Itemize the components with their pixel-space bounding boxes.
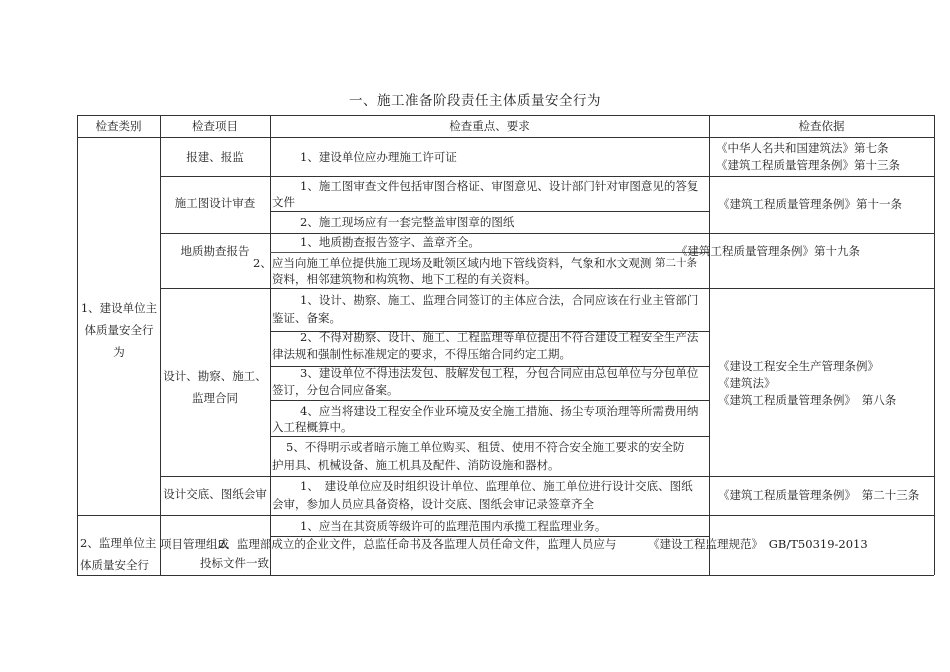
category-construction-unit: 1、建设单位主体质量安全行为 — [80, 301, 158, 359]
page-title: 一、施工准备阶段责任主体质量安全行为 — [349, 93, 601, 109]
req-supervision-1: 1、应当在其资质等级许可的监理范围内承揽工程监理业务。 — [300, 519, 607, 533]
basis-contract-a: 《建设工程安全生产管理条例》 — [718, 359, 879, 373]
req-contract-2b: 律法规和强制性标准规定的要求，不得压缩合同约定工期。 — [272, 347, 571, 361]
req-drawing-1b: 文件 — [272, 195, 295, 209]
req-contract-5a: 5、不得明示或者暗示施工单位购买、租赁、使用不符合安全施工要求的安全防 — [286, 440, 685, 454]
basis-permit-b: 《建筑工程质量管理条例》第十三条 — [716, 158, 900, 172]
basis-contract-c: 《建筑工程质量管理条例》 第八条 — [718, 393, 897, 407]
item-contracts: 设计、勘察、施工、监理合同 — [163, 369, 267, 405]
header-category: 检查类别 — [95, 119, 142, 133]
basis-survey-b: 第二十条 — [655, 257, 697, 269]
header-basis: 检查依据 — [798, 119, 845, 133]
req-survey-2a: 2、应当向施工单位提供施工现场及毗领区域内地下管线资料，气象和水文观测 — [253, 256, 652, 270]
req-survey-1: 1、地质勘查报告签字、盖章齐全。 — [300, 235, 480, 249]
item-supervision-2: 投标文件一致 — [200, 556, 269, 570]
header-requirements: 检查重点、要求 — [449, 119, 530, 133]
req-contract-3b: 签订，分包合同应备案。 — [272, 383, 399, 397]
basis-contract-b: 《建筑法》 — [718, 376, 776, 390]
header-item: 检查项目 — [192, 119, 238, 133]
req-contract-4b: 入工程概算中。 — [272, 420, 353, 434]
basis-drawing: 《建筑工程质量管理条例》第十一条 — [718, 197, 902, 211]
req-contract-5b: 护用具、机械设备、施工机具及配件、消防设施和器材。 — [272, 458, 560, 472]
req-disclosure-1a: 1、 建设单位应及时组织设计单位、监理单位、施工单位进行设计交底、图纸 — [300, 479, 693, 493]
item-permit: 报建、报监 — [186, 150, 244, 164]
basis-survey-a: 《建筑工程质量管理条例》第十九条 — [676, 244, 860, 258]
req-contract-1a: 1、设计、勘察、施工、监理合同签订的主体应合法，合同应该在行业主管部门 — [300, 293, 699, 307]
category-supervision-unit: 2、监理单位主体质量安全行 — [80, 536, 157, 572]
req-permit-1: 1、建设单位应办理施工许可证 — [300, 150, 457, 164]
req-contract-2a: 2、不得对勘察、设计、施工、工程监理等单位提出不符合建设工程安全生产法 — [300, 330, 699, 344]
req-drawing-2: 2、施工现场应有一套完整盖审图章的图纸 — [300, 215, 515, 229]
item-supervision: 项目管理组成 — [160, 537, 229, 551]
req-contract-1b: 鉴证、备案。 — [272, 311, 341, 325]
basis-disclosure: 《建筑工程质量管理条例》 第二十三条 — [718, 488, 920, 502]
req-survey-2b: 资料，相邻建筑物和构筑物、地下工程的有关资料。 — [272, 272, 537, 286]
item-disclosure: 设计交底、图纸会审 — [163, 487, 267, 501]
basis-supervision: 《建设工程监理规范》 GB/T50319-2013 — [648, 537, 868, 551]
item-survey: 地质勘查报告 — [180, 244, 250, 258]
basis-permit-a: 《中华人名共和国建筑法》第七条 — [716, 141, 889, 155]
req-drawing-1a: 1、施工图审查文件包括审图合格证、审图意见、设计部门针对审图意见的答复 — [300, 179, 699, 193]
req-disclosure-1b: 会审，参加人员应具备资格，设计交底、图纸会审记录签章齐全 — [272, 497, 594, 511]
req-contract-4a: 4、应当将建设工程安全作业环境及安全施工措施、扬尘专项治理等所需费用纳 — [300, 404, 699, 418]
req-supervision-2: 2、监理部成立的企业文件，总监任命书及各监理人员任命文件，监理人员应与 — [218, 537, 617, 551]
req-contract-3a: 3、建设单位不得违法发包、肢解发包工程，分包合同应由总包单位与分包单位 — [300, 366, 699, 380]
item-drawing-review: 施工图设计审查 — [174, 196, 256, 210]
